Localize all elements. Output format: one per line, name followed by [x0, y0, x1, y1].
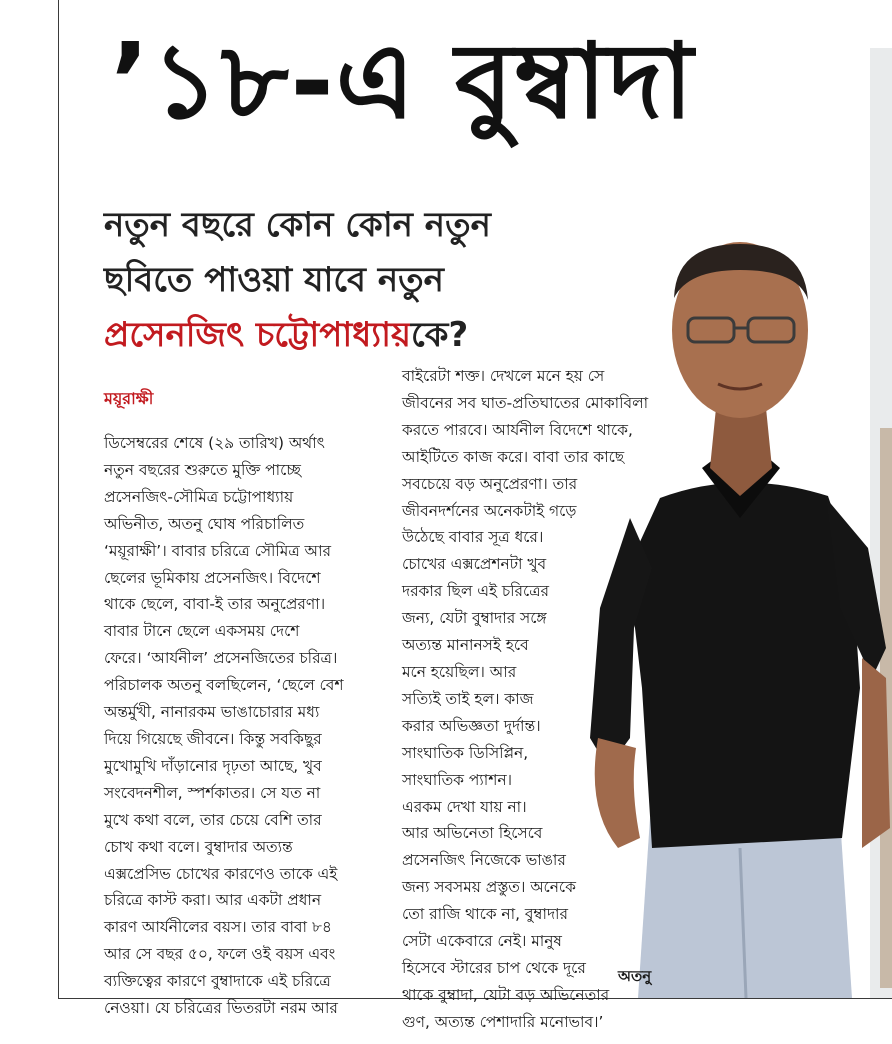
text-line: জন্য সবসময় প্রস্তুত। অনেকে [402, 878, 576, 897]
text-line: প্রসেনজিৎ-সৌমিত্র চট্টোপাধ্যায় [104, 487, 294, 506]
text-line: চোখ কথা বলে। বুম্বাদার অত্যন্ত [104, 837, 293, 856]
text-line: মুখোমুখি দাঁড়ানোর দৃঢ়তা আছে, খুব [104, 756, 322, 775]
text-line: দরকার ছিল এই চরিত্রের [402, 582, 549, 601]
text-line: আইটিতে কাজ করে। বাবা তার কাছে [402, 447, 625, 466]
text-line: সাংঘাতিক ডিসিপ্লিন, [402, 743, 529, 762]
text-line: সংবেদনশীল, স্পর্শকাতর। সে যত না [104, 783, 321, 802]
text-line: আর অভিনেতা হিসেবে [402, 824, 543, 843]
text-line: পরিচালক অতনু বলছিলেন, ‘ছেলে বেশ [104, 676, 344, 695]
column-right [402, 363, 682, 1036]
text-line: জন্য, যেটা বুম্বাদার সঙ্গে [402, 609, 547, 628]
text-line: প্রসেনজিৎ নিজেকে ভাঙার [402, 851, 566, 870]
text-line: আর সে বছর ৫০, ফলে ওই বয়স এবং [104, 945, 336, 964]
text-line: এরকম দেখা যায় না। [402, 797, 527, 816]
text-line: এক্সপ্রেসিভ চোখের কারণেও তাকে এই [104, 864, 338, 883]
text-line: করার অভিজ্ঞতা দুর্দান্ত। [402, 716, 541, 735]
text-line: হিসেবে স্টারের চাপ থেকে দূরে [402, 958, 586, 977]
text-line: জীবনদর্শনের অনেকটাই গড়ে [402, 501, 577, 520]
deck-line-2: ছবিতে পাওয়া যাবে নতুন [104, 260, 444, 300]
text-line: মুখে কথা বলে, তার চেয়ে বেশি তার [104, 810, 322, 829]
text-line: সেটা একেবারে নেই। মানুষ [402, 932, 562, 951]
text-line: নতুন বছরের শুরুতে মুক্তি পাচ্ছে [104, 460, 301, 479]
deck-name: প্রসেনজিৎ চট্টোপাধ্যায় [104, 315, 412, 355]
signoff: অতনু [618, 967, 652, 985]
deck-line-1: নতুন বছরে কোন কোন নতুন [104, 205, 491, 245]
text-line: ‘ময়ূরাক্ষী’। বাবার চরিত্রে সৌমিত্র আর [104, 541, 331, 560]
text-line: তো রাজি থাকে না, বুম্বাদার [402, 905, 568, 924]
deck [104, 198, 664, 363]
text-line: অন্তর্মুখী, নানারকম ভাঙাচোরার মধ্য [104, 703, 320, 722]
text-line: থাকে ছেলে, বাবা-ই তার অনুপ্রেরণা। [104, 595, 326, 614]
text-line: ফেরে। ‘আর্যনীল’ প্রসেনজিতের চরিত্র। [104, 649, 338, 668]
text-line: উঠেছে বাবার সূত্র ধরে। [402, 528, 544, 547]
text-line: বাইরেটা শক্ত। দেখলে মনে হয় সে [402, 367, 605, 385]
text-line: কারণ আর্যনীলের বয়স। তার বাবা ৮৪ [104, 918, 332, 937]
deck-line-3 [104, 308, 664, 363]
headline: ’১৮-এ বুম্বাদা [110, 20, 696, 142]
text-line: ব্যক্তিত্বের কারণে বুম্বাদাকে এই চরিত্রে [104, 972, 331, 991]
text-line: সবচেয়ে বড় অনুপ্রেরণা। তার [402, 474, 578, 493]
byline: ময়ূরাক্ষী [104, 389, 154, 408]
text-line: বাবার টানে ছেলে একসময় দেশে [104, 622, 300, 641]
text-line: গুণ, অত্যন্ত পেশাদারি মনোভাব।’ [402, 1012, 604, 1031]
text-line: থাকে বুম্বাদা, যেটা বড় অভিনেতার [402, 985, 610, 1004]
text-line: সত্যিই তাই হল। কাজ [402, 689, 534, 708]
text-line: অত্যন্ত মানানসই হবে [402, 636, 529, 655]
text-line: জীবনের সব ঘাত-প্রতিঘাতের মোকাবিলা [402, 393, 649, 412]
text-line: দিয়ে গিয়েছে জীবনে। কিন্তু সবকিছুর [104, 729, 322, 748]
text-line: সাংঘাতিক প্যাশন। [402, 770, 513, 789]
deck-suffix: কে? [411, 315, 469, 355]
column-left [104, 430, 374, 1022]
text-line: ছেলের ভূমিকায় প্রসেনজিৎ। বিদেশে [104, 568, 321, 587]
text-line: ডিসেম্বরের শেষে (২৯ তারিখ) অর্থাৎ [104, 434, 325, 452]
text-line: মনে হয়েছিল। আর [402, 662, 517, 681]
text-line: নেওয়া। যে চরিত্রের ভিতরটা নরম আর [104, 999, 338, 1018]
text-line: চোখের এক্সপ্রেশনটা খুব [402, 555, 547, 574]
text-line: অভিনীত, অতনু ঘোষ পরিচালিত [104, 514, 305, 533]
text-line: চরিত্রে কাস্ট করা। আর একটা প্রধান [104, 891, 322, 910]
text-line: করতে পারবে। আর্যনীল বিদেশে থাকে, [402, 420, 633, 439]
